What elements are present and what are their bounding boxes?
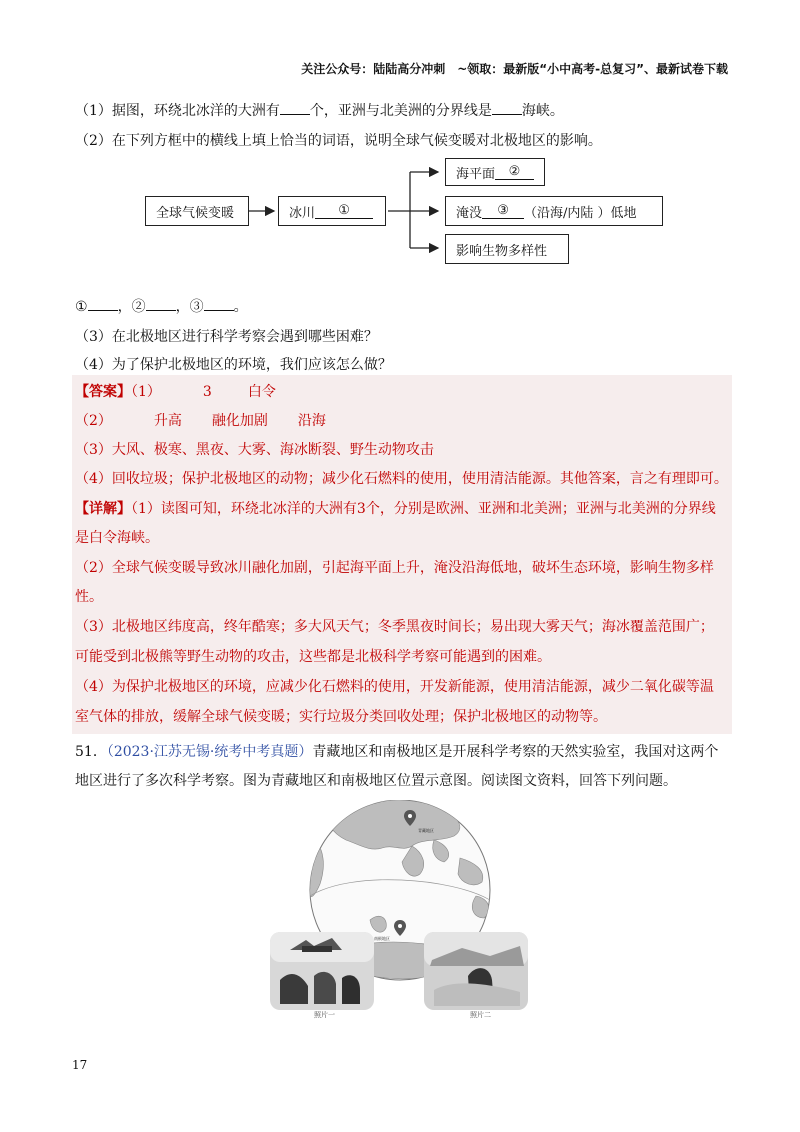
answer-line-4: （4）回收垃圾；保护北极地区的动物；减少化石燃料的使用，使用清洁能源。其他答案，言之有理即可。 — [75, 471, 728, 487]
answer-line-1: 【答案】（1） 3 白令 — [75, 384, 276, 400]
blanks-line: ① ，② ，③ 。 — [75, 296, 248, 316]
answer-blank-1[interactable] — [88, 296, 118, 311]
detail-1-line-2: 是白令海峡。 — [75, 530, 159, 546]
antarctic-label: 南极地区 — [374, 936, 390, 941]
location-figure — [262, 800, 536, 1022]
detail-2-line-1: （2）全球气候变暖导致冰川融化加剧，引起海平面上升，淹没沿海低地，破坏生态环境，影响生物多样 — [75, 560, 714, 576]
question-1: （1）据图，环绕北冰洋的大洲有 个，亚洲与北美洲的分界线是 海峡。 — [75, 100, 564, 120]
photo-two-caption: 照片二 — [470, 1011, 491, 1019]
box-sea-level: 海平面 ② — [445, 158, 545, 186]
photo-two — [424, 932, 528, 1010]
answer-blank-2[interactable] — [146, 296, 176, 311]
question-51-line-2: 地区进行了多次科学考察。图为青藏地区和南极地区位置示意图。阅读图文资料，回答下列问题。 — [75, 773, 677, 789]
detail-2-line-2: 性。 — [75, 589, 103, 605]
blank-2[interactable]: ② — [495, 164, 534, 180]
question-4: （4）为了保护北极地区的环境，我们应该怎么做？ — [75, 357, 392, 373]
page-number: 17 — [72, 1058, 88, 1072]
answer-line-2: （2） 升高 融化加剧 沿海 — [75, 413, 326, 429]
page-header: 关注公众号：陆陆高分冲刺 ~领取：最新版“小中高考-总复习”、最新试卷下载 — [301, 62, 728, 76]
photo-one — [270, 932, 374, 1010]
detail-4-line-2: 室气体的排放，缓解全球气候变暖；实行垃圾分类回收处理；保护北极地区的动物等。 — [75, 709, 607, 725]
question-3: （3）在北极地区进行科学考察会遇到哪些困难？ — [75, 329, 378, 345]
detail-4-line-1: （4）为保护北极地区的环境，应减少化石燃料的使用，开发新能源，使用清洁能源，减少二氧化碳等温 — [75, 679, 714, 695]
box-biodiversity: 影响生物多样性 — [445, 234, 569, 264]
box-glacier: 冰川 ① — [278, 196, 386, 226]
question-source-link[interactable]: （2023·江苏无锡·统考中考真题） — [106, 744, 313, 760]
detail-1-line-1: 【详解】（1）读图可知，环绕北冰洋的大洲有3个，分别是欧洲、亚洲和北美洲；亚洲与北美洲的分界线 — [75, 501, 716, 517]
flowchart-arrows — [0, 150, 800, 275]
tibet-label: 青藏地区 — [418, 828, 434, 833]
photo-one-caption: 照片一 — [314, 1011, 335, 1019]
box-global-warming: 全球气候变暖 — [145, 196, 249, 226]
climate-flowchart — [0, 150, 800, 275]
question-2: （2）在下列方框中的横线上填上恰当的词语，说明全球气候变暖对北极地区的影响。 — [75, 133, 602, 149]
answer-blank[interactable] — [280, 100, 310, 115]
detail-3-line-1: （3）北极地区纬度高，终年酷寒；多大风天气；冬季黑夜时间长；易出现大雾天气；海冰覆盖范围广； — [75, 619, 714, 635]
answer-blank-3[interactable] — [204, 296, 234, 311]
blank-3[interactable]: ③ — [482, 203, 524, 219]
box-flood-lowland: 淹没 ③ （沿海/内陆 ）低地 — [445, 196, 663, 226]
question-51-line-1: 51．（2023·江苏无锡·统考中考真题）青藏地区和南极地区是开展科学考察的天然实验室，我国对这两个 — [75, 744, 719, 760]
globe-illustration — [262, 800, 536, 1022]
answer-blank[interactable] — [492, 100, 522, 115]
answer-line-3: （3）大风、极寒、黑夜、大雾、海冰断裂、野生动物攻击 — [75, 442, 434, 458]
blank-1[interactable]: ① — [315, 203, 373, 219]
detail-3-line-2: 可能受到北极熊等野生动物的攻击，这些都是北极科学考察可能遇到的困难。 — [75, 649, 551, 665]
